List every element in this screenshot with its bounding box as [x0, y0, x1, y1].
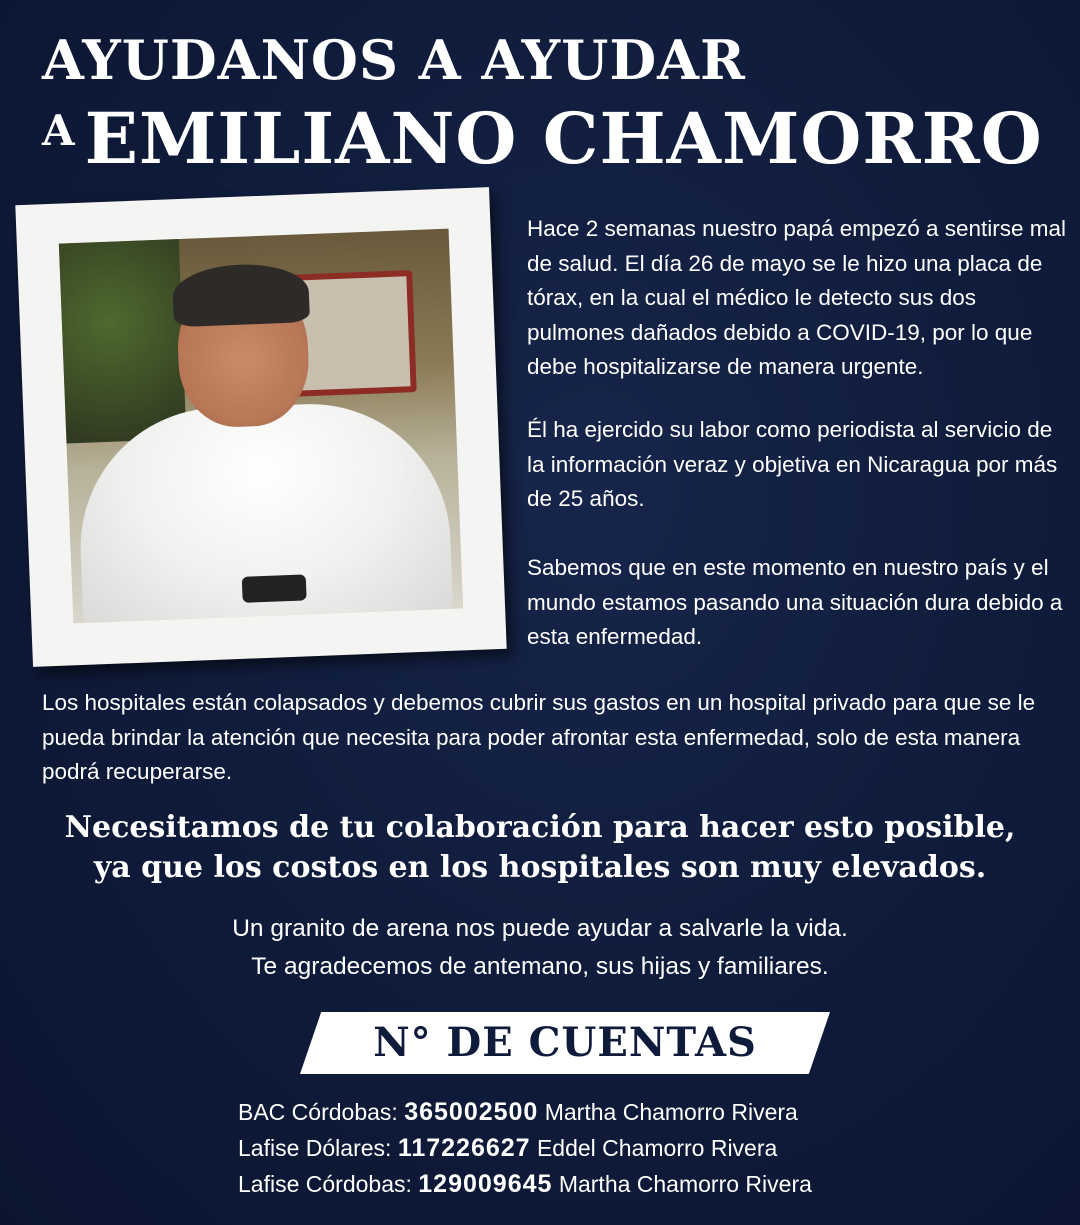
account-label: BAC Córdobas: — [238, 1099, 398, 1125]
photo-frame — [15, 187, 506, 667]
accounts-banner-title: N° DE CUENTAS — [373, 1019, 757, 1066]
account-label: Lafise Córdobas: — [238, 1171, 412, 1197]
story-paragraph-2: Él ha ejercido su labor como periodista al servicio de la información veraz y objetiva en Nicaragua por más de 25 años. — [527, 417, 1058, 511]
portrait-photo — [59, 229, 463, 624]
title-line-1: AYUDANOS A AYUDAR — [42, 28, 746, 92]
account-row — [238, 1094, 938, 1130]
account-holder: Martha Chamorro Rivera — [544, 1099, 798, 1125]
photo-cup — [242, 574, 307, 602]
account-holder: Martha Chamorro Rivera — [558, 1171, 812, 1197]
title-name: EMILIANO CHAMORRO — [84, 97, 1043, 180]
callout-line-2: ya que los costos en los hospitales son muy elevados. — [93, 850, 987, 885]
account-number: 129009645 — [418, 1170, 553, 1198]
thanks-line-2: Te agradecemos de antemano, sus hijas y familiares. — [251, 953, 829, 980]
story-paragraph-4: Los hospitales están colapsados y debemos cubrir sus gastos en un hospital privado para que se le pueda brindar la atención que necesita para poder afrontar esta enfermedad, solo de esta manera podrá recuperarse. — [42, 690, 1036, 784]
account-holder: Eddel Chamorro Rivera — [536, 1135, 778, 1161]
title-prefix: A — [42, 106, 75, 155]
story-paragraph-3: Sabemos que en este momento en nuestro país y el mundo estamos pasando una situación dura debido a esta enfermedad. — [527, 555, 1063, 649]
thanks-text — [180, 910, 900, 986]
accounts-list — [238, 1094, 938, 1202]
photo-background-sign — [290, 270, 417, 397]
callout-line-1: Necesitamos de tu colaboración para hacer esto posible, — [64, 810, 1016, 845]
account-row — [238, 1130, 938, 1166]
account-label: Lafise Dólares: — [238, 1135, 392, 1161]
account-row — [238, 1166, 938, 1202]
callout-text — [20, 808, 1060, 888]
account-number: 365002500 — [404, 1098, 539, 1126]
title-line-2 — [42, 92, 1043, 197]
photo-hair — [172, 262, 310, 327]
photo-background-foliage — [59, 239, 187, 443]
story-paragraph-1: Hace 2 semanas nuestro papá empezó a sentirse mal de salud. El día 26 de mayo se le hizo una placa de tórax, en la cual el médico le detecto sus dos pulmones dañados debido a COVID-19, por lo que debe hospitalizarse de manera urgente. — [527, 216, 1067, 379]
account-number: 117226627 — [397, 1134, 531, 1162]
thanks-line-1: Un granito de arena nos puede ayudar a salvarle la vida. — [232, 915, 848, 942]
